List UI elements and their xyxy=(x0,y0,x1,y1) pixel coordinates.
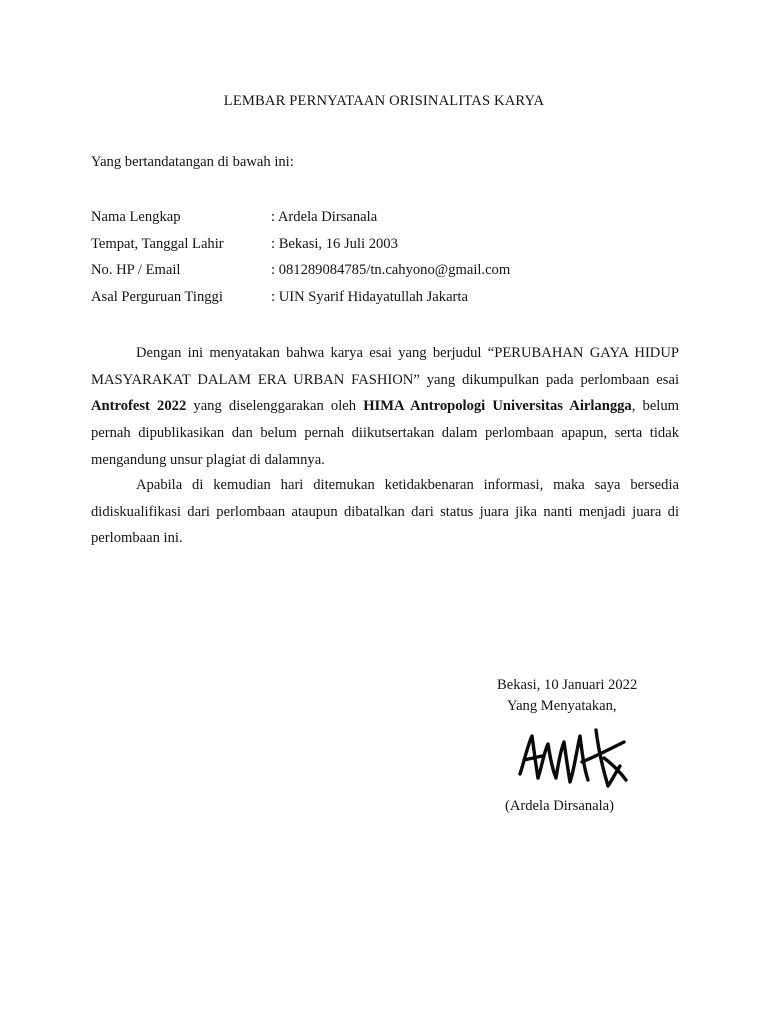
identity-label: No. HP / Email xyxy=(91,262,181,278)
identity-value: : Bekasi, 16 Juli 2003 xyxy=(271,235,398,252)
handwritten-signature xyxy=(512,722,632,794)
declaration-text-part3: , belum pernah dipublikasikan dan belum pernah diikutsertakan dalam perlombaan apapun, serta tidak mengandung unsur plagiat di dalamnya. xyxy=(91,398,680,468)
organizer-name: HIMA Antropologi Universitas Airlangga xyxy=(363,398,632,415)
signer-name: (Ardela Dirsanala) xyxy=(505,798,614,814)
place-date: Bekasi, 10 Januari 2022 xyxy=(497,677,638,693)
identity-row-name xyxy=(91,208,510,235)
identity-value: : Ardela Dirsanala xyxy=(271,209,378,225)
identity-value: : 081289084785/tn.cahyono@gmail.com xyxy=(271,262,511,278)
stated-by-label: Yang Menyatakan, xyxy=(507,698,617,714)
consequence-paragraph xyxy=(91,472,679,552)
identity-label: Asal Perguruan Tinggi xyxy=(91,288,223,305)
identity-row-university xyxy=(91,288,510,315)
declaration-paragraph xyxy=(91,340,679,474)
identity-row-birth xyxy=(91,235,510,262)
identity-label: Tempat, Tanggal Lahir xyxy=(91,235,224,252)
declaration-text-part2: yang diselenggarakan oleh xyxy=(186,398,364,415)
identity-label: Nama Lengkap xyxy=(91,209,181,225)
identity-row-contact xyxy=(91,261,510,288)
competition-name: Antrofest 2022 xyxy=(91,398,187,415)
consequence-text: Apabila di kemudian hari ditemukan ketidakbenaran informasi, maka saya bersedia didiskualifikasi dari perlombaan ataupun dibatalkan dari status juara jika nanti menjadi juara di perlombaan ini. xyxy=(91,477,679,547)
document-title: LEMBAR PERNYATAAN ORISINALITAS KARYA xyxy=(223,93,545,109)
declaration-text-part1: Dengan ini menyatakan bahwa karya esai yang berjudul “PERUBAHAN GAYA HIDUP MASYARAKAT DALAM ERA URBAN FASHION” yang dikumpulkan pada perlombaan esai xyxy=(91,345,679,388)
opening-statement: Yang bertandatangan di bawah ini: xyxy=(91,154,294,170)
identity-table xyxy=(91,208,510,314)
identity-value: : UIN Syarif Hidayatullah Jakarta xyxy=(271,288,468,305)
